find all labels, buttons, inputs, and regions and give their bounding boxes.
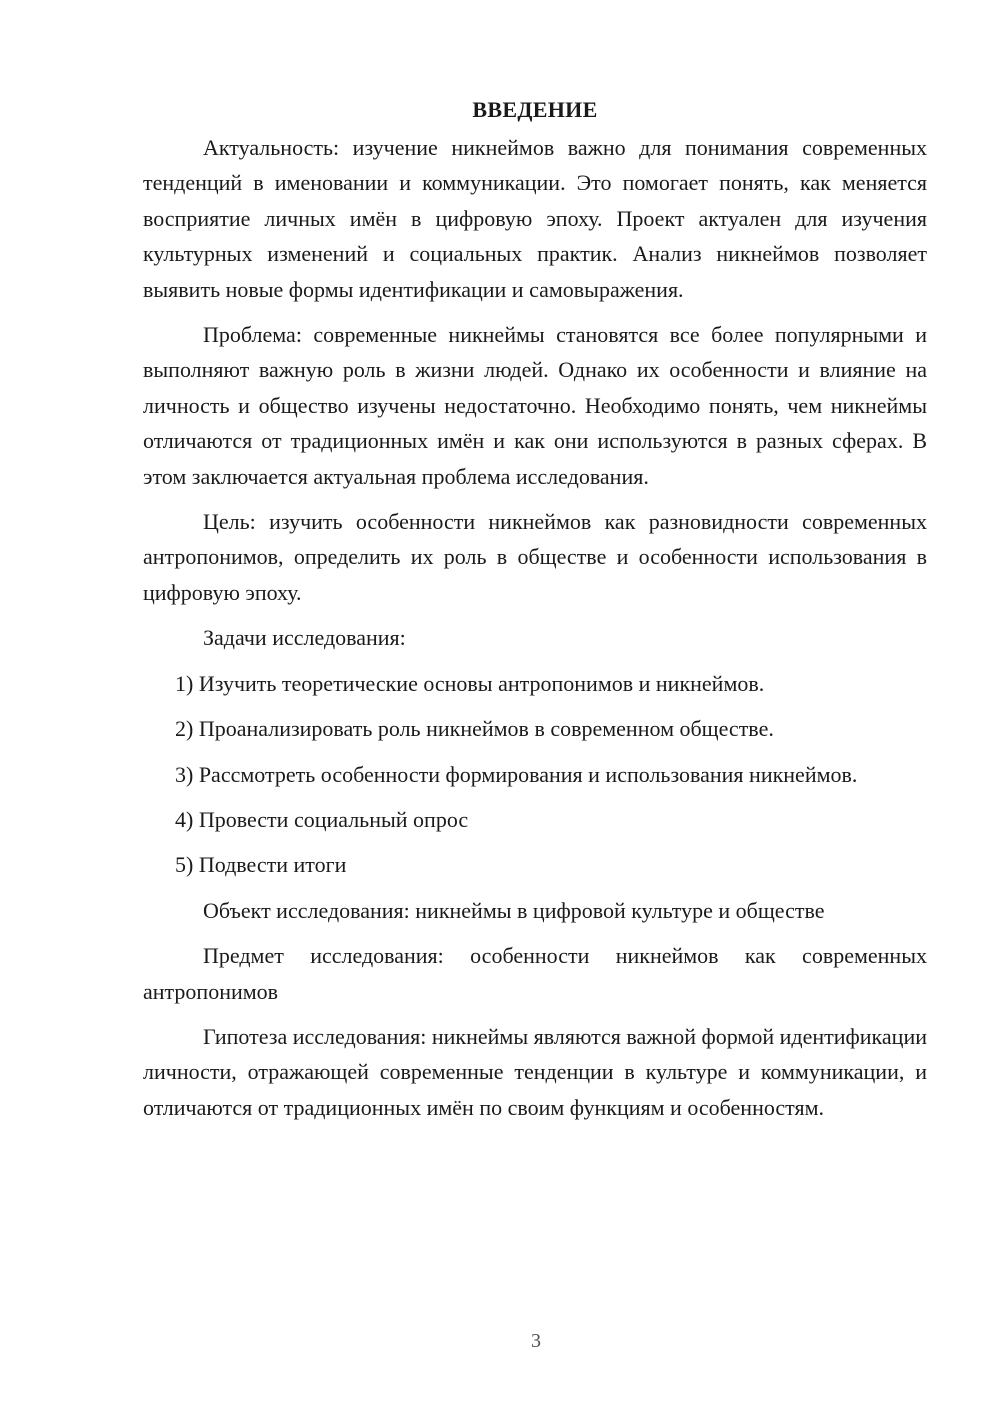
task-item: 2) Проанализировать роль никнеймов в современном обществе. [175,716,774,742]
relevance-paragraph: Актуальность: изучение никнеймов важно для понимания современных тенденций в именовании и коммуникации. Это помогает понять, как меняется восприятие личных имён в цифровую эпоху. Проект актуален для изучения культурных изменений и социальных практик. Анализ никнеймов позволяет выявить новые формы идентификации и самовыражения. [143,135,927,302]
page-number: 3 [531,1330,541,1352]
hypothesis-paragraph: Гипотеза исследования: никнеймы являются важной формой идентификации личности, отражающей современные тенденции в культуре и коммуникации, и отличаются от традиционных имён по своим функциям и особенностям. [143,1023,927,1120]
task-item: 5) Подвести итоги [175,852,347,878]
subject-paragraph: Предмет исследования: особенности никнеймов как современных антропонимов [143,943,927,1004]
task-item: 4) Провести социальный опрос [175,806,469,832]
goal-paragraph: Цель: изучить особенности никнеймов как разновидности современных антропонимов, определить их роль в обществе и особенности использования в цифровую эпоху. [143,509,927,605]
problem-paragraph: Проблема: современные никнеймы становятся все более популярными и выполняют важную роль в жизни людей. Однако их особенности и влияние на личность и общество изучены недостаточно. Необходимо понять, чем никнеймы отличаются от традиционных имён и как они используются в разных сферах. В этом заключается актуальная проблема исследования. [143,322,927,489]
tasks-heading: Задачи исследования: [203,625,406,651]
task-item: 3) Рассмотреть особенности формирования и использования никнеймов. [175,761,858,787]
task-item: 1) Изучить теоретические основы антропонимов и никнеймов. [175,670,765,696]
object-paragraph: Объект исследования: никнеймы в цифровой культуре и обществе [203,897,825,923]
section-title: ВВЕДЕНИЕ [472,97,598,122]
document-page [143,92,927,1135]
